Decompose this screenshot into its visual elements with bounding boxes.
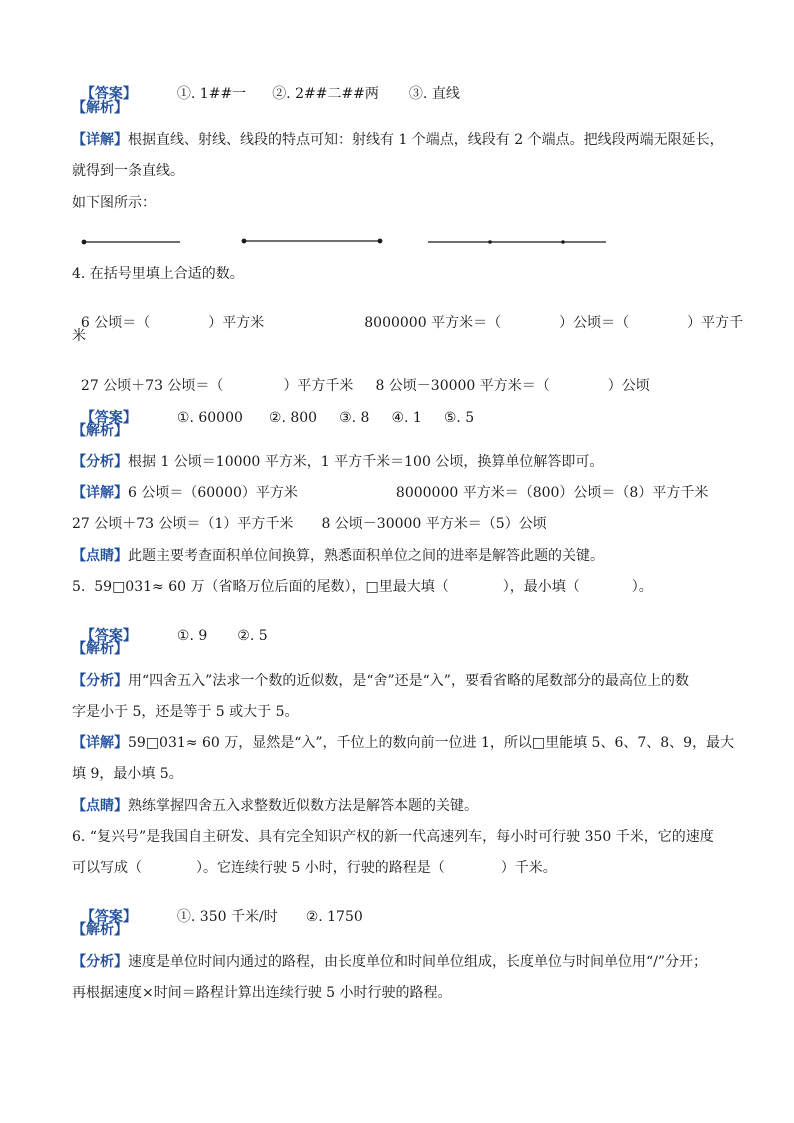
detail-text: 就得到一条直线。 <box>72 163 184 179</box>
answer-tag: 【答案】 <box>80 86 137 102</box>
explain-tag: 【分析】 <box>72 954 128 970</box>
analysis-heading: 【解析】 <box>72 922 128 938</box>
analysis-heading: 【解析】 <box>72 100 128 116</box>
q4-blank-line: 27 公顷＋73 公顷＝（ ）平方千米 8 公顷－30000 平方米＝（ ）公顷 <box>80 378 650 394</box>
answer-item: ②. 5 <box>237 628 268 644</box>
detail-text: 根据直线、射线、线段的特点可知：射线有 1 个端点，线段有 2 个端点。把线段两端无限延长， <box>128 132 724 148</box>
q5-note: 【点睛】熟练掌握四舍五入求整数近似数方法是解答本题的关键。 <box>72 798 478 814</box>
answer-tag: 【答案】 <box>80 628 137 644</box>
q4-detail: 27 公顷＋73 公顷＝（1）平方千米 8 公顷－30000 平方米＝（5）公顷 <box>72 516 547 532</box>
answer-tag: 【答案】 <box>80 909 137 925</box>
q3-detail-line <box>72 131 724 149</box>
segment-figure <box>242 239 383 244</box>
q4-answer-line <box>72 391 474 427</box>
answer-item: ②. 1750 <box>305 909 363 925</box>
answer-item: ②. 800 <box>268 410 318 426</box>
q5-title: 5. 59□031≈ 60 万（省略万位后面的尾数），□里最大填（ ），最小填（ ）。 <box>72 579 653 595</box>
q6-analysis: 【分析】速度是单位时间内通过的路程，由长度单位和时间单位组成，长度单位与时间单位用“/”分开； <box>72 954 708 970</box>
q6-title: 可以写成（ ）。它连续行驶 5 小时，行驶的路程是（ ）千米。 <box>72 860 557 876</box>
detail-tag: 【详解】 <box>72 735 128 751</box>
note-tag: 【点睛】 <box>72 798 128 814</box>
answer-item: ①. 350 千米/时 <box>176 909 278 925</box>
q5-detail: 【详解】59□031≈ 60 万，显然是“入”，千位上的数向前一位进 1，所以□里能填 5、6、7、8、9，最大 <box>72 735 735 751</box>
q4-note: 【点睛】此题主要考查面积单位间换算，熟悉面积单位之间的进率是解答此题的关键。 <box>72 548 604 564</box>
q3-detail-line <box>72 162 184 180</box>
q5-analysis: 字是小于 5，还是等于 5 或大于 5。 <box>72 704 299 720</box>
analysis-heading: 【解析】 <box>72 641 128 657</box>
q4-analysis: 【分析】根据 1 公顷＝10000 平方米，1 平方千米＝100 公顷，换算单位解答即可。 <box>72 454 604 470</box>
q4-wrap: 米 <box>72 328 86 344</box>
note-tag: 【点睛】 <box>72 548 128 564</box>
q3-answer-line <box>72 67 460 103</box>
q5-detail: 填 9，最小填 5。 <box>72 766 183 782</box>
q4-detail: 【详解】6 公顷＝（60000）平方米 8000000 平方米＝（800）公顷＝（8）平方千米 <box>72 485 709 501</box>
line-point <box>561 240 565 244</box>
answer-tag: 【答案】 <box>80 410 137 426</box>
detail-tag: 【详解】 <box>72 485 128 501</box>
answer-item: ①. 60000 <box>176 410 243 426</box>
segment-endpoint <box>242 239 247 244</box>
q6-analysis: 再根据速度×时间＝路程计算出连续行驶 5 小时行驶的路程。 <box>72 985 452 1001</box>
ray-endpoint <box>82 240 87 245</box>
answer-item: ③. 8 <box>339 410 370 426</box>
answer-item: ③. 直线 <box>408 86 460 102</box>
line-figure-straight <box>428 240 606 244</box>
figure-caption: 如下图所示： <box>72 195 156 211</box>
explain-tag: 【分析】 <box>72 454 128 470</box>
line-figure <box>72 230 612 254</box>
explain-tag: 【分析】 <box>72 673 128 689</box>
analysis-heading: 【解析】 <box>72 423 128 439</box>
segment-endpoint <box>378 239 383 244</box>
answer-item: ②. 2##二##两 <box>272 86 379 102</box>
answer-item: ①. 1##一 <box>176 86 247 102</box>
ray-figure <box>82 240 180 245</box>
detail-tag: 【详解】 <box>72 132 128 148</box>
answer-item: ④. 1 <box>391 410 422 426</box>
answer-item: ①. 9 <box>176 628 208 644</box>
q4-blank-line: 6 公顷＝（ ）平方米 8000000 平方米＝（ ）公顷＝（ ）平方千 <box>80 315 744 331</box>
q5-analysis: 【分析】用“四舍五入”法求一个数的近似数，是“舍”还是“入”，要看省略的尾数部分的最高位上的数 <box>72 673 689 689</box>
line-point <box>488 240 492 244</box>
q4-title: 4. 在括号里填上合适的数。 <box>72 266 244 282</box>
answer-item: ⑤. 5 <box>443 410 475 426</box>
q6-title: 6. “复兴号”是我国自主研发、具有完全知识产权的新一代高速列车，每小时可行驶 350 千米，它的速度 <box>72 829 714 845</box>
